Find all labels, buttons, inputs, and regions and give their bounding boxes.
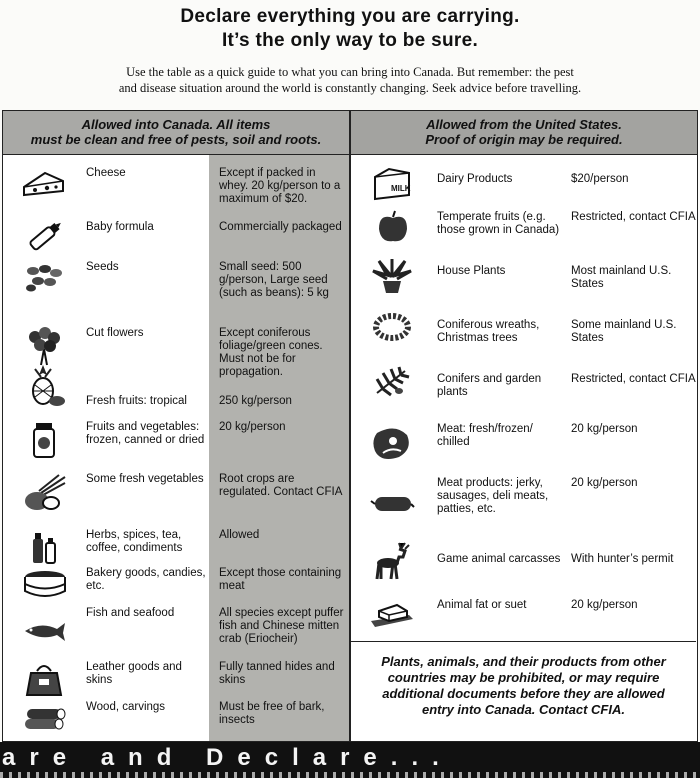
item-label: Seeds [86,261,119,273]
bottom-banner [0,742,700,778]
wood-logs-icon [21,701,67,733]
prohibition-callout [351,641,696,739]
item-label: Some fresh vegetables [86,473,204,485]
fish-icon [21,615,67,647]
item-rule: Fully tanned hides and skins [219,661,335,686]
item-label: Fish and seafood [86,607,175,619]
right-header-line2: Proof of origin may be required. [425,132,623,147]
vegetables-icon [21,473,67,513]
item-rule: Root crops are regulated. Contact CFIA [219,473,343,498]
item-label: Fresh fruits: tropical [86,395,187,407]
rule-column-shading [209,155,349,741]
item-rule: Must be free of bark, insects [219,701,325,726]
item-rule: Small seed: 500 g/person, Large seed (such as beans): 5 kg [219,261,329,299]
right-header-line1: Allowed from the United States. [426,117,622,132]
item-rule: Allowed [219,529,260,541]
banner-stripe [0,772,700,778]
wreath-icon [369,311,415,343]
item-label: Leather goods and skins [86,661,182,686]
apple-icon [369,209,415,245]
steak-icon [369,423,415,463]
item-label: Animal fat or suet [437,599,527,611]
item-label: Fruits and vegetables: frozen, canned or dried [86,421,205,446]
baby-bottle-icon [21,221,67,253]
left-header-line1: Allowed into Canada. All items [81,117,271,132]
left-table-header [3,111,349,155]
svg-text:MILK: MILK [391,184,411,193]
item-label: Meat products: jerky, sausages, deli meats, patties, etc. [437,477,549,515]
item-label: Cut flowers [86,327,144,339]
jar-icon [21,421,67,459]
pine-branch-icon [369,363,415,399]
item-label: Bakery goods, candies, etc. [86,567,206,592]
item-label: Meat: fresh/frozen/ chilled [437,423,533,448]
item-rule: Commercially packaged [219,221,342,233]
item-rule: $20/person [571,173,629,185]
item-rule: 20 kg/person [571,599,638,611]
cheese-icon [21,167,67,199]
item-rule: All species except puffer fish and Chinese mitten crab (Eriocheir) [219,607,344,645]
banner-text: are and Declare... [2,744,453,771]
deer-icon [369,539,415,583]
house-plant-icon [369,255,415,295]
item-label: Conifers and garden plants [437,373,542,398]
page-title-line2: It’s the only way to be sure. [221,30,479,51]
intro-line1: Use the table as a quick guide to what you can bring into Canada. But remember: the pest [126,65,574,79]
item-rule: Except those containing meat [219,567,342,592]
item-rule: Most mainland U.S. States [571,265,672,290]
item-label: Herbs, spices, tea, coffee, condiments [86,529,183,554]
sausage-icon [369,491,415,517]
intro-text [60,64,640,96]
item-rule: Some mainland U.S. States [571,319,677,344]
butter-icon [369,597,415,631]
seeds-icon [21,261,67,293]
item-label: Game animal carcasses [437,553,561,565]
item-label: House Plants [437,265,506,277]
item-rule: Restricted, contact CFIA [571,211,696,223]
item-label: Dairy Products [437,173,513,185]
right-table-header [351,111,697,155]
item-rule: 250 kg/person [219,395,292,407]
item-label: Coniferous wreaths, Christmas trees [437,319,540,344]
condiments-icon [21,529,67,565]
item-rule: 20 kg/person [571,423,638,435]
item-label: Temperate fruits (e.g. those grown in Canada) [437,211,560,236]
allowed-from-us-table [350,110,698,742]
milk-carton-icon [369,165,415,201]
item-rule: Except coniferous foliage/green cones. Must not be for propagation. [219,327,323,378]
item-rule: 20 kg/person [219,421,286,433]
intro-line2: and disease situation around the world is constantly changing. Seek advice before travelling. [118,81,582,95]
cake-icon [21,567,67,603]
callout-text: Plants, animals, and their products from other countries may be prohibited, or may require additional documents before they are allowed entry into Canada. Contact CFIA. [381,654,666,717]
item-label: Baby formula [86,221,154,233]
item-rule: Restricted, contact CFIA [571,373,696,385]
item-label: Cheese [86,167,126,179]
item-rule: With hunter’s permit [571,553,674,565]
pineapple-icon [21,361,67,409]
allowed-into-canada-table [2,110,350,742]
item-label: Wood, carvings [86,701,166,713]
leather-bag-icon [21,661,67,697]
page-title-line1: Declare everything you are carrying. [180,6,520,27]
item-rule: 20 kg/person [571,477,638,489]
left-header-line2: must be clean and free of pests, soil and roots. [30,132,322,147]
item-rule: Except if packed in whey. 20 kg/person to a maximum of $20. [219,167,341,205]
